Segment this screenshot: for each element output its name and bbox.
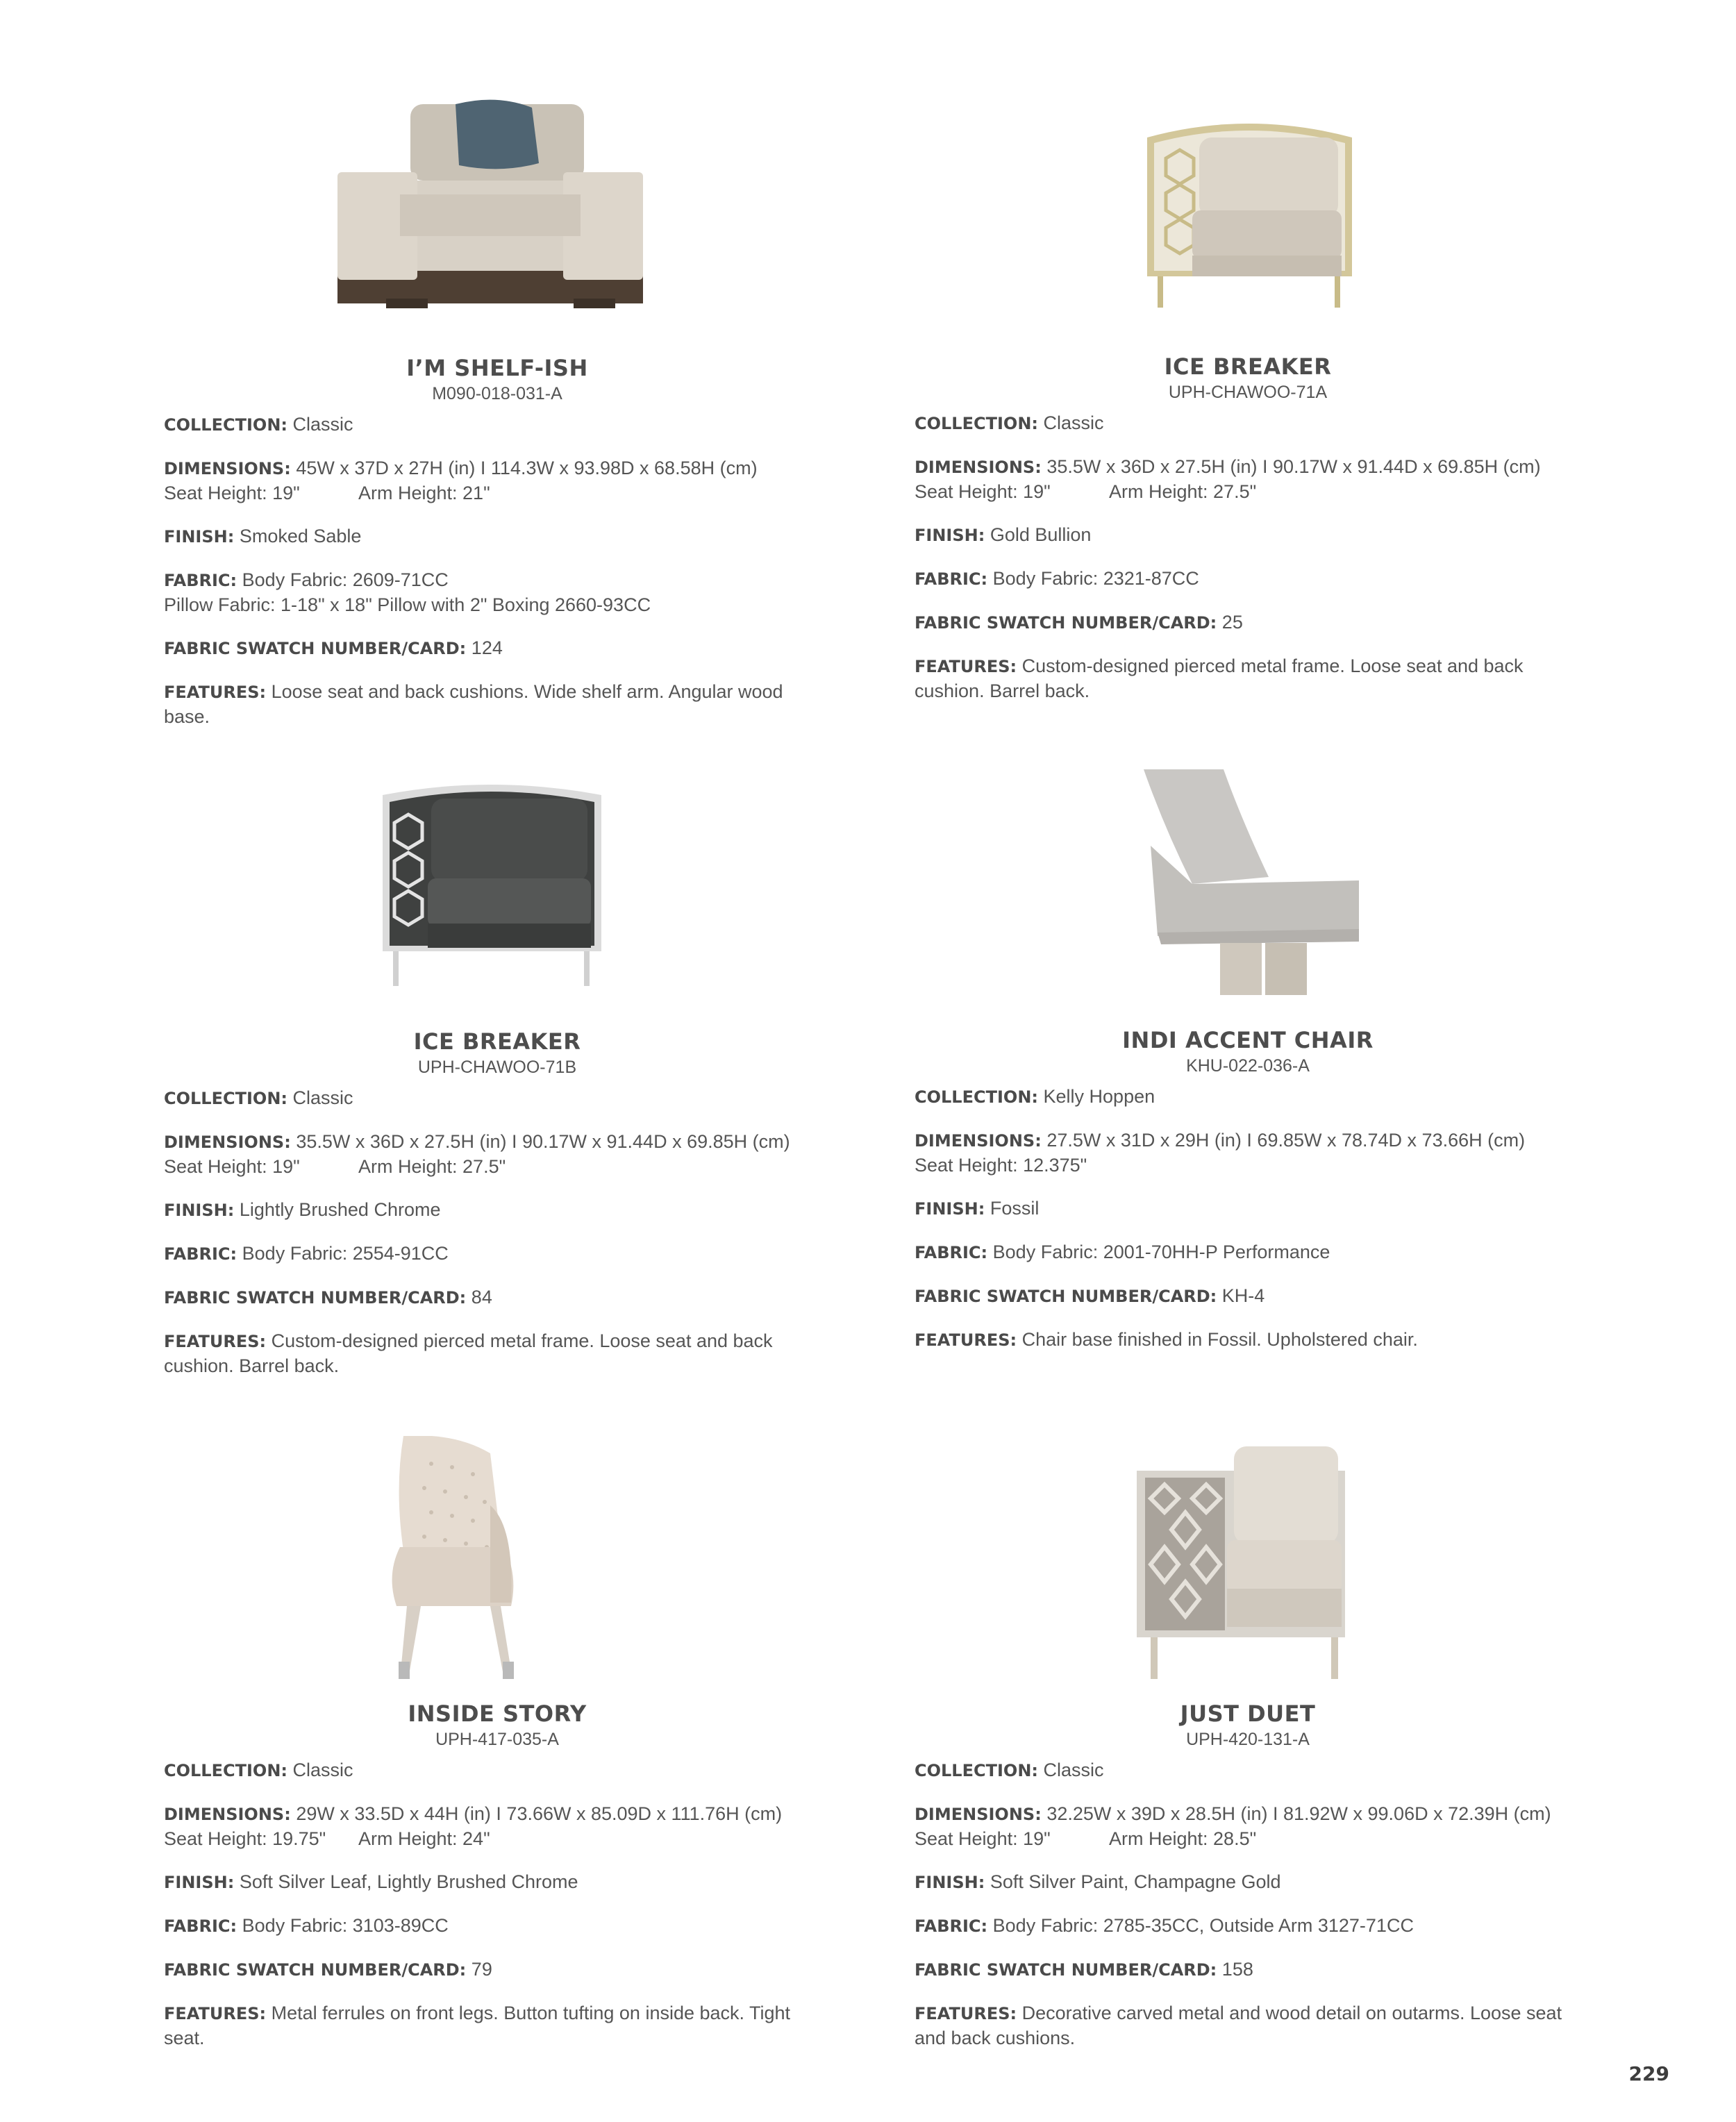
spec-value: Kelly Hoppen [1043, 1086, 1155, 1107]
spec-value: Gold Bullion [990, 524, 1092, 545]
spec-value: Classic [1043, 1760, 1104, 1780]
spec-value: Smoked Sable [239, 526, 362, 546]
spec-dimensions [915, 1128, 1581, 1178]
spec-label: FEATURES: [915, 657, 1017, 676]
spec-label: FINISH: [915, 1199, 985, 1219]
spec-collection [164, 412, 831, 437]
lattice-arm-chair-icon [915, 1436, 1581, 1700]
seat-height: Seat Height: 12.375" [915, 1155, 1087, 1176]
spec-value: Custom-designed pierced metal frame. Loose seat and back cushion. Barrel back. [164, 1330, 773, 1376]
spec-label: DIMENSIONS: [915, 1805, 1042, 1824]
product-image [915, 89, 1581, 353]
spec-value-line2: Pillow Fabric: 1-18" x 18" Pillow with 2" Boxing 2660-93CC [164, 594, 651, 615]
arm-height: Arm Height: 24" [358, 1828, 490, 1849]
spec-label: FEATURES: [915, 2004, 1017, 2023]
product-name: INDI ACCENT CHAIR [1122, 1027, 1374, 1053]
product-image [915, 1436, 1581, 1700]
product-sku: UPH-417-035-A [435, 1730, 559, 1749]
product-name: INSIDE STORY [408, 1701, 587, 1727]
spec-swatch [915, 610, 1581, 635]
spec-label: DIMENSIONS: [915, 458, 1042, 477]
armchair-shelf-arm-icon [164, 90, 831, 354]
spec-value: 25 [1221, 612, 1243, 633]
spec-label: FABRIC: [915, 1916, 988, 1936]
spec-collection [915, 1085, 1581, 1110]
spec-fabric [164, 1242, 831, 1267]
spec-swatch [915, 1957, 1581, 1982]
product-name: ICE BREAKER [1164, 353, 1332, 380]
spec-label: FABRIC SWATCH NUMBER/CARD: [164, 1288, 467, 1308]
barrel-chair-chrome-frame-icon [164, 764, 831, 1028]
spec-label: FABRIC: [915, 1243, 988, 1262]
spec-collection [915, 1758, 1581, 1783]
spec-value: 84 [471, 1287, 492, 1308]
spec-finish [164, 1870, 831, 1895]
spec-features [915, 2001, 1581, 2050]
spec-label: FABRIC SWATCH NUMBER/CARD: [915, 1960, 1217, 1980]
spec-value: Loose seat and back cushions. Wide shelf arm. Angular wood base. [164, 681, 783, 727]
product-sku: M090-018-031-A [432, 384, 562, 403]
spec-value: 32.25W x 39D x 28.5H (in) I 81.92W x 99.06D x 72.39H (cm) [1046, 1803, 1551, 1824]
product-name: JUST DUET [1180, 1701, 1316, 1727]
spec-fabric [915, 1914, 1581, 1939]
spec-finish [915, 1196, 1581, 1221]
arm-height: Arm Height: 27.5" [1109, 481, 1257, 502]
spec-value: 27.5W x 31D x 29H (in) I 69.85W x 78.74D x 73.66H (cm) [1046, 1130, 1526, 1151]
spec-value: Lightly Brushed Chrome [239, 1199, 441, 1220]
spec-value: Metal ferrules on front legs. Button tufting on inside back. Tight seat. [164, 2003, 791, 2048]
spec-label: FABRIC: [164, 1916, 237, 1936]
spec-value: 35.5W x 36D x 27.5H (in) I 90.17W x 91.44D x 69.85H (cm) [1046, 456, 1541, 477]
spec-finish [164, 1198, 831, 1223]
product-image [915, 762, 1581, 1026]
product-card [164, 90, 831, 748]
spec-label: FABRIC SWATCH NUMBER/CARD: [915, 613, 1217, 633]
spec-value: Body Fabric: 3103-89CC [242, 1915, 449, 1936]
seat-height: Seat Height: 19" [164, 483, 300, 503]
spec-value: Body Fabric: 2609-71CC [242, 569, 449, 590]
spec-label: FINISH: [915, 526, 985, 545]
seat-height: Seat Height: 19.75" [164, 1828, 326, 1849]
spec-value: Soft Silver Paint, Champagne Gold [990, 1871, 1281, 1892]
spec-label: COLLECTION: [164, 1761, 287, 1780]
product-name: ICE BREAKER [413, 1028, 581, 1055]
spec-value: Body Fabric: 2321-87CC [992, 568, 1199, 589]
spec-fabric [164, 1914, 831, 1939]
spec-label: DIMENSIONS: [915, 1131, 1042, 1151]
spec-features [915, 1328, 1581, 1353]
product-sku: UPH-CHAWOO-71A [1168, 383, 1328, 402]
seat-height: Seat Height: 19" [164, 1156, 300, 1177]
spec-features [915, 654, 1581, 703]
product-card [164, 764, 831, 1397]
spec-value: Chair base finished in Fossil. Upholstered chair. [1021, 1329, 1418, 1350]
spec-dimensions [164, 1130, 831, 1179]
product-image [164, 90, 831, 354]
barrel-chair-gold-frame-icon [915, 89, 1581, 353]
spec-label: FEATURES: [915, 1330, 1017, 1350]
arm-height: Arm Height: 28.5" [1109, 1828, 1257, 1849]
spec-value: 158 [1221, 1959, 1253, 1980]
spec-finish [164, 524, 831, 549]
spec-value: 29W x 33.5D x 44H (in) I 73.66W x 85.09D x 111.76H (cm) [296, 1803, 783, 1824]
spec-label: DIMENSIONS: [164, 459, 291, 478]
spec-value: Classic [292, 414, 353, 435]
spec-label: FINISH: [164, 1201, 235, 1220]
arm-height: Arm Height: 27.5" [358, 1156, 506, 1177]
spec-value: Body Fabric: 2001-70HH-P Performance [992, 1242, 1330, 1262]
spec-label: COLLECTION: [915, 1087, 1038, 1107]
spec-swatch [164, 1285, 831, 1310]
spec-value: 124 [471, 637, 503, 658]
spec-label: COLLECTION: [164, 415, 287, 435]
product-name: I’M SHELF-ISH [406, 355, 588, 381]
spec-label: COLLECTION: [915, 1761, 1038, 1780]
slipper-accent-chair-icon [915, 762, 1581, 1026]
product-image [164, 764, 831, 1028]
spec-swatch [164, 636, 831, 661]
seat-height: Seat Height: 19" [915, 1828, 1051, 1849]
spec-label: COLLECTION: [915, 414, 1038, 433]
spec-finish [915, 1870, 1581, 1895]
spec-value: 79 [471, 1959, 492, 1980]
spec-label: FABRIC: [164, 1244, 237, 1264]
product-image [164, 1436, 831, 1700]
spec-swatch [915, 1284, 1581, 1309]
spec-value: Custom-designed pierced metal frame. Loose seat and back cushion. Barrel back. [915, 655, 1524, 701]
spec-label: FABRIC SWATCH NUMBER/CARD: [164, 639, 467, 658]
tufted-wing-chair-icon [164, 1436, 831, 1700]
spec-value: Soft Silver Leaf, Lightly Brushed Chrome [239, 1871, 578, 1892]
spec-label: FABRIC SWATCH NUMBER/CARD: [164, 1960, 467, 1980]
spec-label: FABRIC: [915, 569, 988, 589]
spec-value: Decorative carved metal and wood detail on outarms. Loose seat and back cushions. [915, 2003, 1562, 2048]
spec-label: DIMENSIONS: [164, 1805, 291, 1824]
spec-collection [164, 1086, 831, 1111]
spec-label: FINISH: [164, 1873, 235, 1892]
spec-value: KH-4 [1221, 1285, 1265, 1306]
spec-features [164, 1329, 831, 1378]
arm-height: Arm Height: 21" [358, 483, 490, 503]
spec-label: DIMENSIONS: [164, 1133, 291, 1152]
spec-fabric [915, 567, 1581, 592]
spec-value: Body Fabric: 2785-35CC, Outside Arm 3127-71CC [992, 1915, 1414, 1936]
product-card [915, 1436, 1581, 2069]
product-sku: KHU-022-036-A [1186, 1056, 1310, 1076]
spec-dimensions [164, 1802, 831, 1851]
spec-value: Classic [292, 1760, 353, 1780]
spec-label: COLLECTION: [164, 1089, 287, 1108]
product-card [164, 1436, 831, 2069]
spec-dimensions [164, 456, 831, 506]
spec-features [164, 2001, 831, 2050]
product-card [915, 89, 1581, 722]
spec-fabric [164, 568, 831, 617]
spec-value: Classic [1043, 412, 1104, 433]
spec-value: Body Fabric: 2554-91CC [242, 1243, 449, 1264]
spec-dimensions [915, 1802, 1581, 1851]
spec-label: FINISH: [164, 527, 235, 546]
spec-label: FEATURES: [164, 683, 267, 702]
spec-value: Classic [292, 1087, 353, 1108]
spec-value: Fossil [990, 1198, 1040, 1219]
spec-collection [164, 1758, 831, 1783]
spec-label: FEATURES: [164, 2004, 267, 2023]
spec-dimensions [915, 455, 1581, 504]
product-card [915, 762, 1581, 1371]
product-sku: UPH-420-131-A [1186, 1730, 1310, 1749]
spec-label: FEATURES: [164, 1332, 267, 1351]
spec-label: FABRIC: [164, 571, 237, 590]
spec-fabric [915, 1240, 1581, 1265]
spec-value: 35.5W x 36D x 27.5H (in) I 90.17W x 91.44D x 69.85H (cm) [296, 1131, 790, 1152]
spec-label: FINISH: [915, 1873, 985, 1892]
seat-height: Seat Height: 19" [915, 481, 1051, 502]
spec-value: 45W x 37D x 27H (in) I 114.3W x 93.98D x 68.58H (cm) [296, 458, 758, 478]
spec-swatch [164, 1957, 831, 1982]
spec-finish [915, 523, 1581, 548]
page-number: 229 [1628, 2062, 1669, 2085]
spec-label: FABRIC SWATCH NUMBER/CARD: [915, 1287, 1217, 1306]
spec-collection [915, 411, 1581, 436]
spec-features [164, 680, 831, 729]
product-sku: UPH-CHAWOO-71B [417, 1058, 577, 1077]
